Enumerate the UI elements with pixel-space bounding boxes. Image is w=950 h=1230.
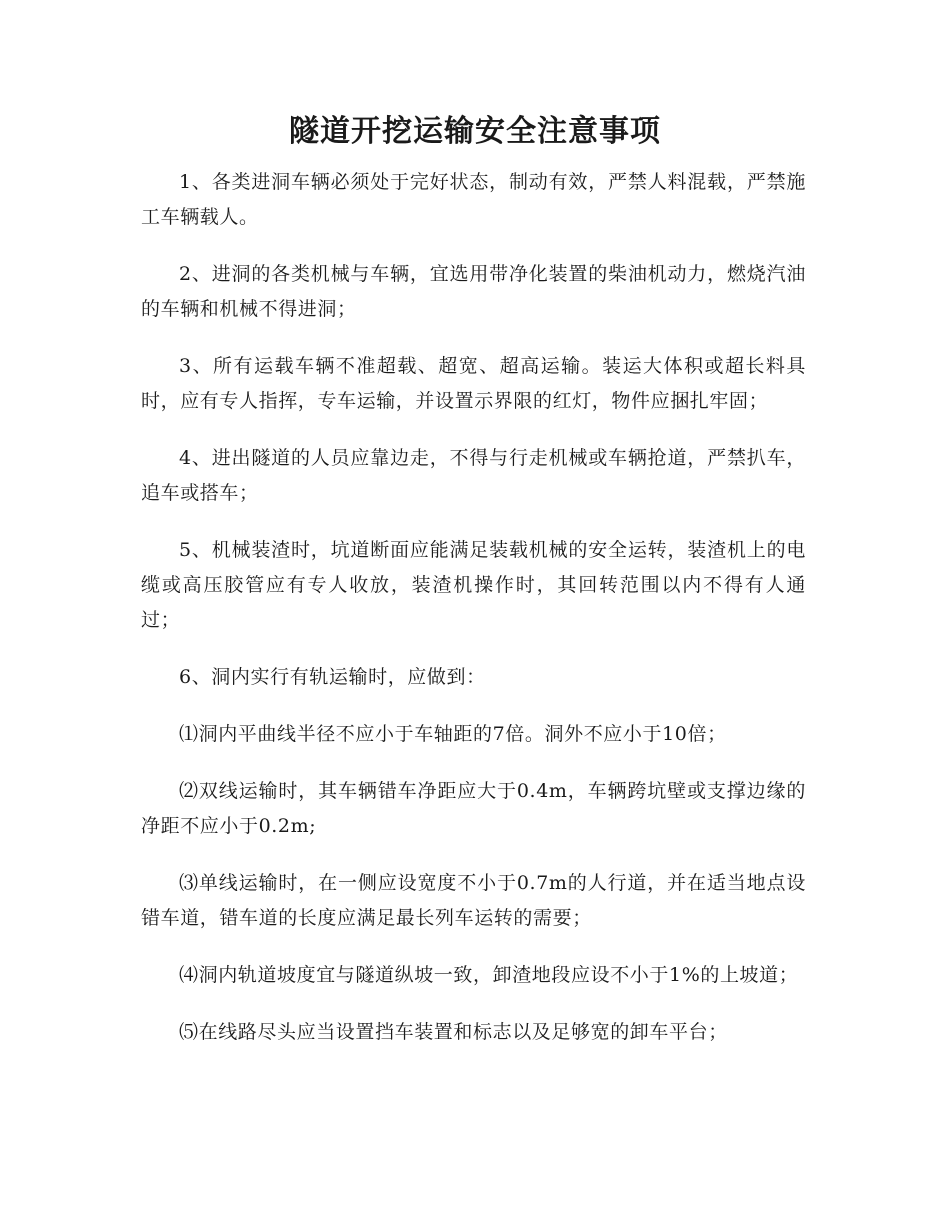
sub-item-4: ⑷洞内轨道坡度宜与隧道纵坡一致，卸渣地段应设不小于1%的上坡道； [179,964,799,986]
document-body [141,165,806,1072]
paragraph-5: 5、机械装渣时，坑道断面应能满足装载机械的安全运转，装渣机上的电缆或高压胶管应有专人收放，装渣机操作时，其回转范围以内不得有人通过； [141,539,806,631]
sub-item-5: ⑸在线路尽头应当设置挡车装置和标志以及足够宽的卸车平台； [179,1021,728,1043]
paragraph-3: 3、所有运载车辆不准超载、超宽、超高运输。装运大体积或超长料具时，应有专人指挥，专车运输，并设置示界限的红灯，物件应捆扎牢固； [141,355,806,412]
paragraph-6: 6、洞内实行有轨运输时，应做到： [179,666,486,688]
paragraph-1: 1、各类进洞车辆必须处于完好状态，制动有效，严禁人料混载，严禁施工车辆载人。 [141,171,806,228]
sub-item-1: ⑴洞内平曲线半径不应小于车轴距的7倍。洞外不应小于10倍； [179,723,727,745]
paragraph-2: 2、进洞的各类机械与车辆，宜选用带净化装置的柴油机动力，燃烧汽油的车辆和机械不得进洞； [141,263,806,320]
paragraph-4: 4、进出隧道的人员应靠边走，不得与行走机械或车辆抢道，严禁扒车，追车或搭车； [141,447,806,504]
sub-item-3: ⑶单线运输时，在一侧应设宽度不小于0.7m的人行道，并在适当地点设错车道，错车道的长度应满足最长列车运转的需要； [141,872,806,929]
document-title: 隧道开挖运输安全注意事项 [289,114,661,149]
sub-item-2: ⑵双线运输时，其车辆错车净距应大于0.4m，车辆跨坑壁或支撑边缘的净距不应小于0.2m; [141,780,806,837]
